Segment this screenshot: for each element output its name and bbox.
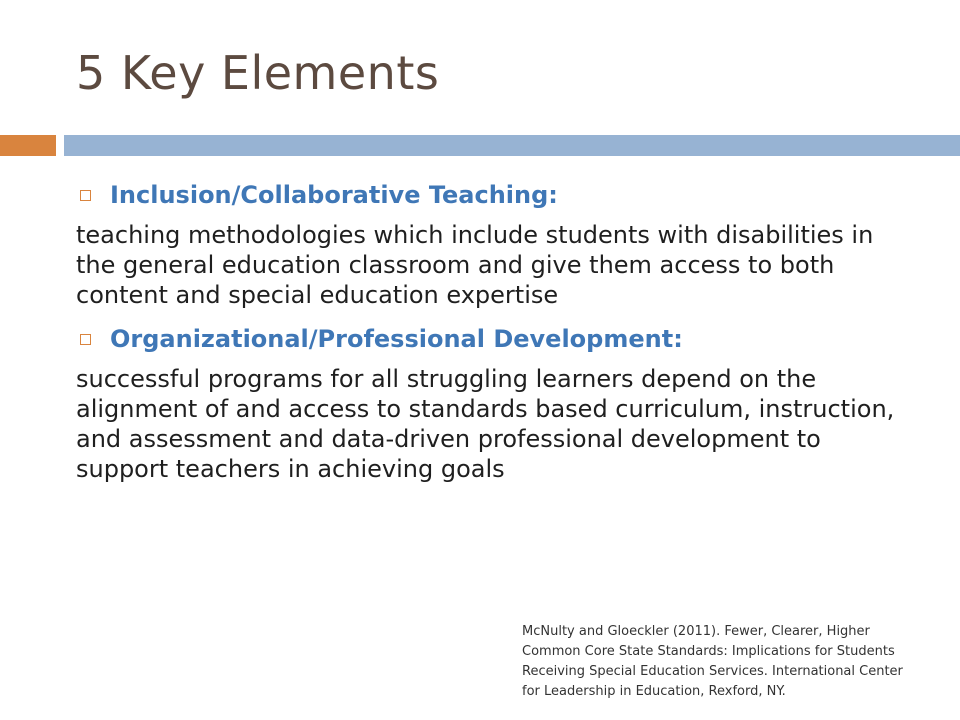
bullet-description: successful programs for all struggling learners depend on the alignment of and access to standards based curriculum, instruction, and assessment and data-driven professional development to support teachers in achieving goals — [76, 365, 895, 483]
title-divider-bar — [64, 135, 960, 156]
bullet-item-professional-development — [76, 320, 916, 358]
square-bullet-icon — [80, 334, 91, 345]
bullet-heading: Inclusion/Collaborative Teaching: — [110, 181, 558, 209]
square-bullet-icon — [80, 190, 91, 201]
title-accent-bar — [0, 135, 56, 156]
bullet-heading: Organizational/Professional Development: — [110, 325, 683, 353]
citation-text: McNulty and Gloeckler (2011). Fewer, Clearer, Higher Common Core State Standards: Implications for Students Receiving Special Education Services. International Center for Leadership in Education, Rexford, NY. — [522, 624, 903, 699]
bullet-description: teaching methodologies which include students with disabilities in the general education classroom and give them access to both content and special education expertise — [76, 221, 874, 309]
bullet-item-inclusion — [76, 176, 916, 214]
slide-content — [76, 176, 916, 494]
slide-title: 5 Key Elements — [76, 46, 440, 100]
